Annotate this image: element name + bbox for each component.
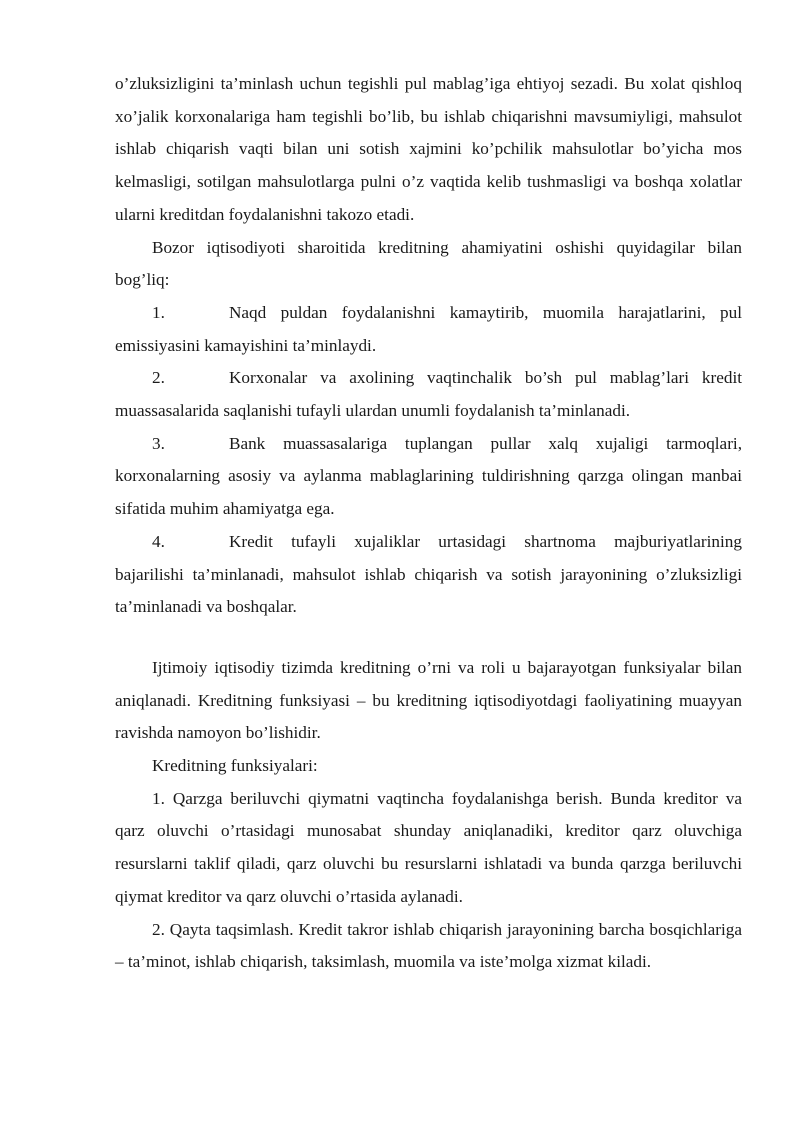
paragraph-function-2: 2. Qayta taqsimlash. Kredit takror ishlab chiqarish jarayonining barcha bosqichlariga – ta’minot, ishlab chiqarish, taksimlash, muomila va iste’molga xizmat kiladi.: [115, 919, 742, 972]
paragraph-function-1: 1. Qarzga beriluvchi qiymatni vaqtincha foydalanishga berish. Bunda kreditor va qarz oluvchi o’rtasidagi munosabat shunday aniqlanadiki, kreditor qarz oluvchiga resurslarni taklif qiladi, qarz oluvchi bu resurslarni ishlatadi va bunda qarzga beriluvchi qiymat kreditor va qarz oluvchi o’rtasida aylanadi.: [115, 788, 742, 906]
paragraph-functions-heading: Kreditning funksiyalari:: [152, 756, 318, 776]
list-item: [115, 362, 742, 427]
list-item-number: 4.: [152, 531, 165, 551]
list-item: [115, 297, 742, 362]
paragraph-gap: [115, 624, 742, 652]
list-item-number: 2.: [152, 368, 165, 388]
paragraph-continuation: o’zluksizligini ta’minlash uchun tegishli pul mablag’iga ehtiyoj sezadi. Bu xolat qishloq xo’jalik korxonalariga ham tegishli bo’lib, bu ishlab chiqarishni mavsumiyligi, mahsulot ishlab chiqarish vaqti bilan uni sotish xajmini ko’pchilik mahsulotlar bo’yicha mos kelmasligi, sotilgan mahsulotlarga pulni o’z vaqtida kelib tushmasligi va boshqa xolatlar ularni kreditdan foydalanishni takozo etadi.: [115, 74, 742, 224]
list-item-text: Bank muassasalariga tuplangan pullar xalq xujaligi tarmoqlari, korxonalarning asosiy va aylanma mablaglarining tuldirishning qarzga olingan manbai sifatida muhim ahamiyatga ega.: [115, 433, 742, 519]
list-item: [115, 428, 742, 526]
paragraph-intro: Bozor iqtisodiyoti sharoitida kreditning ahamiyatini oshishi quyidagilar bilan bog’liq:: [115, 237, 742, 290]
document-body: [115, 68, 742, 979]
list-item: [115, 526, 742, 624]
paragraph-credit-role: Ijtimoiy iqtisodiy tizimda kreditning o’rni va roli u bajarayotgan funksiyalar bilan aniqlanadi. Kreditning funksiyasi – bu kreditning iqtisodiyotdagi faoliyatining muayyan ravishda namoyon bo’lishidir.: [115, 657, 742, 743]
list-item-text: Korxonalar va axolining vaqtinchalik bo’sh pul mablag’lari kredit muassasalarida saqlanishi tufayli ulardan unumli foydalanish ta’minlanadi.: [115, 368, 742, 421]
list-item-text: Naqd puldan foydalanishni kamaytirib, muomila harajatlarini, pul emissiyasini kamayishini ta’minlaydi.: [115, 302, 742, 355]
list-item-number: 1.: [152, 302, 165, 322]
list-item-number: 3.: [152, 433, 165, 453]
list-item-text: Kredit tufayli xujaliklar urtasidagi shartnoma majburiyatlarining bajarilishi ta’minlanadi, mahsulot ishlab chiqarish va sotish jarayonining o’zluksizligi ta’minlanadi va boshqalar.: [115, 531, 742, 617]
